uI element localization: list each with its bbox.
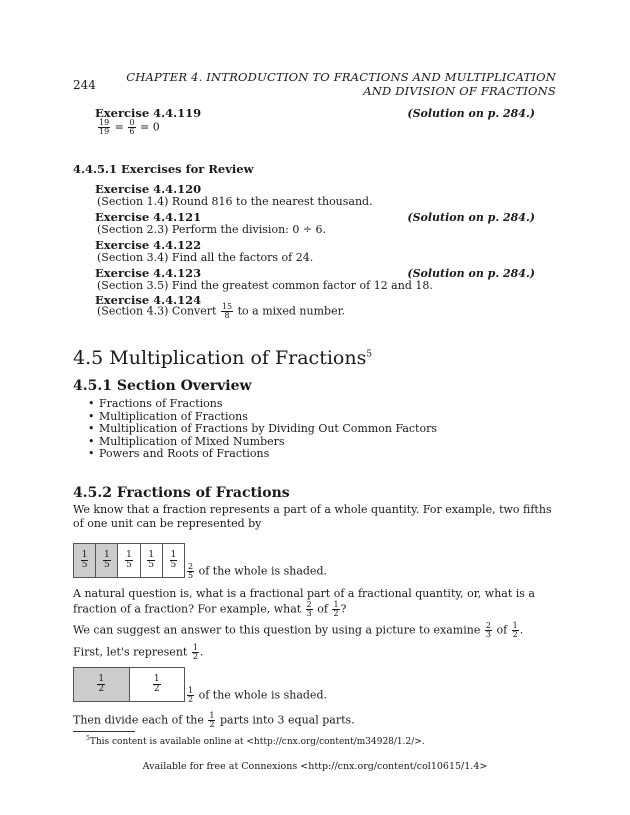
running-head <box>126 70 556 98</box>
exercise-119-label: Exercise 4.4.119 <box>95 106 202 120</box>
fifths-caption: $\frac{2}{5}$ of the whole is shaded. <box>188 562 327 580</box>
footnote: $^5$This content is available online at <http://cnx.org/content/m34928/1.2/>. <box>86 735 425 747</box>
exercise-123-label: Exercise 4.4.123 <box>95 266 202 280</box>
exercise-119-solution-link[interactable]: (Solution on p. 284.) <box>407 107 535 120</box>
list-item: • Multiplication of Fractions by Dividing Out Common Factors <box>88 423 437 436</box>
section-title: 4.5 Multiplication of Fractions$^5$ <box>73 347 373 369</box>
paragraph-represent: First, let's represent $\frac{1}{2}$ . <box>73 643 204 661</box>
fifth-cell: $\frac{1}{5}$ <box>141 544 163 577</box>
footnote-text[interactable]: This content is available online at <http://cnx.org/content/m34928/1.2/>. <box>89 737 425 747</box>
fraction: $\frac{0}{6}$ <box>129 118 135 136</box>
fifth-cell-shaded: $\frac{1}{5}$ <box>74 544 96 577</box>
running-head-line1: CHAPTER 4. INTRODUCTION TO FRACTIONS AND MULTIPLICATION <box>126 70 556 84</box>
exercise-120-text: (Section 1.4) Round 816 to the nearest thousand. <box>97 195 373 208</box>
page-number: 244 <box>73 78 96 92</box>
list-item: • Powers and Roots of Fractions <box>88 448 437 461</box>
halves-diagram <box>73 667 185 702</box>
page-footer[interactable]: Available for free at Connexions <http://cnx.org/content/col10615/1.4> <box>142 761 488 772</box>
list-item: • Fractions of Fractions <box>88 398 437 411</box>
half-cell: $\frac{1}{2}$ <box>153 674 160 694</box>
list-item: • Multiplication of Mixed Numbers <box>88 436 437 449</box>
fraction: $\frac{15}{8}$ <box>221 302 233 320</box>
section-overview-heading: 4.5.1 Section Overview <box>73 378 252 394</box>
running-head-line2: AND DIVISION OF FRACTIONS <box>363 84 556 98</box>
exercise-121-text: (Section 2.3) Perform the division: 0 ÷ 6. <box>97 223 327 236</box>
half-cell-shaded: $\frac{1}{2}$ <box>74 668 130 701</box>
fractions-of-fractions-heading: 4.5.2 Fractions of Fractions <box>73 485 290 501</box>
paragraph-suggest: We can suggest an answer to this question by using a picture to examine $\frac{2}{3}$ of $\frac{1}{2}$ . <box>73 621 524 639</box>
exercise-119-expression: $\frac{19}{19}$ = $\frac{0}{6}$ = 0 <box>99 118 160 136</box>
exercise-123-solution-link[interactable]: (Solution on p. 284.) <box>407 267 535 280</box>
exercise-121-solution-link[interactable]: (Solution on p. 284.) <box>407 211 535 224</box>
fifth-cell: $\frac{1}{5}$ <box>170 550 177 570</box>
exercise-124-text: (Section 4.3) Convert $\frac{15}{8}$ to a mixed number. <box>97 302 346 320</box>
exercise-122-text: (Section 3.4) Find all the factors of 24. <box>97 251 314 264</box>
fifth-cell-shaded: $\frac{1}{5}$ <box>96 544 118 577</box>
paragraph-intro: We know that a fraction represents a part of a whole quantity. For example, two fifths of one unit can be represented by <box>73 503 552 530</box>
paragraph-question: A natural question is, what is a fractional part of a fractional quantity, or, what is a fraction of a fraction? For example, what $\frac{2}{3}$ of $\frac{1}{2}$ ? <box>73 587 535 618</box>
halves-caption: $\frac{1}{2}$ of the whole is shaded. <box>188 686 327 704</box>
list-item: • Multiplication of Fractions <box>88 411 437 424</box>
topic-list <box>88 398 437 461</box>
fifth-cell: $\frac{1}{5}$ <box>118 544 140 577</box>
exercise-124-label: Exercise 4.4.124 <box>95 293 202 307</box>
fifths-diagram <box>73 543 185 578</box>
footnote-ref[interactable]: 5 <box>366 349 373 360</box>
exercise-122-label: Exercise 4.4.122 <box>95 238 202 252</box>
exercise-123-text: (Section 3.5) Find the greatest common factor of 12 and 18. <box>97 279 433 292</box>
exercise-120-label: Exercise 4.4.120 <box>95 182 202 196</box>
fraction: $\frac{19}{19}$ <box>99 118 110 136</box>
exercise-121-label: Exercise 4.4.121 <box>95 210 202 224</box>
paragraph-divide: Then divide each of the $\frac{1}{2}$ parts into 3 equal parts. <box>73 711 355 729</box>
footnote-rule <box>73 731 135 732</box>
review-heading: 4.4.5.1 Exercises for Review <box>73 162 254 176</box>
